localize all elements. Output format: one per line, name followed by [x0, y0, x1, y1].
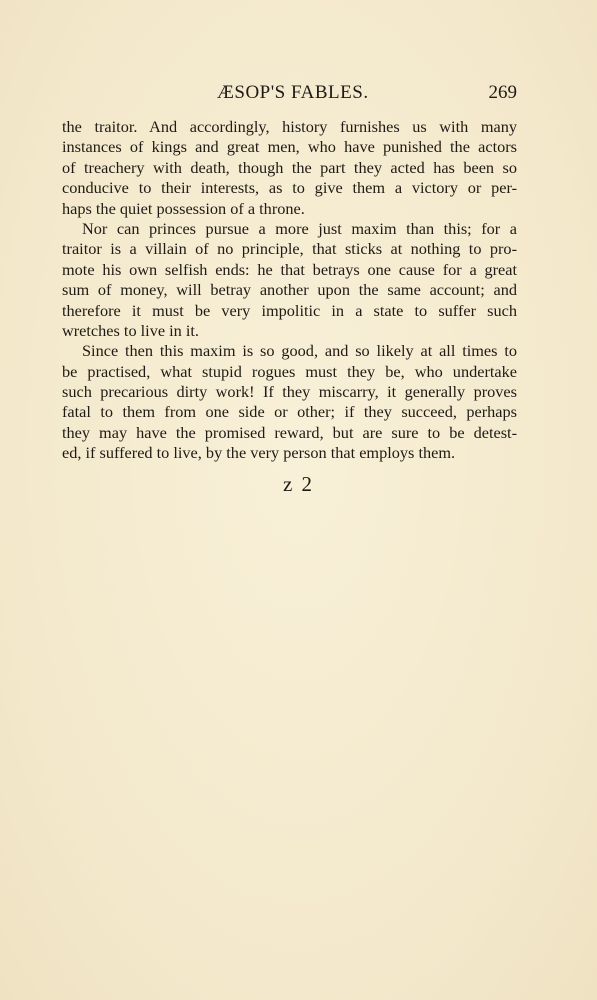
body-text [62, 117, 517, 464]
page-header [62, 82, 517, 106]
text-line: such precarious dirty work! If they miscarry, it generally proves [62, 382, 517, 402]
text-line: Since then this maxim is so good, and so likely at all times to [82, 341, 517, 361]
text-line: haps the quiet possession of a throne. [62, 198, 305, 218]
text-line: mote his own selfish ends: he that betrays one cause for a great [62, 259, 517, 279]
signature-mark: z 2 [282, 472, 315, 496]
text-line: ed, if suffered to live, by the very person that employs them. [62, 443, 456, 463]
text-line: of treachery with death, though the part they acted has been so [62, 157, 517, 177]
page-number: 269 [488, 82, 517, 103]
running-title: ÆSOP'S FABLES. [217, 82, 369, 103]
text-line: instances of kings and great men, who have punished the actors [62, 137, 517, 157]
text-line: be practised, what stupid rogues must they be, who undertake [62, 361, 517, 381]
text-line: sum of money, will betray another upon the same account; and [62, 280, 517, 300]
text-line: the traitor. And accordingly, history furnishes us with many [62, 117, 517, 136]
text-line: fatal to them from one side or other; if they succeed, perhaps [62, 402, 517, 422]
text-line: they may have the promised reward, but are sure to be detest- [62, 422, 517, 442]
text-line: Nor can princes pursue a more just maxim than this; for a [82, 218, 517, 238]
text-line: wretches to live in it. [62, 320, 199, 340]
text-line: traitor is a villain of no principle, that sticks at nothing to pro- [62, 239, 517, 259]
text-line: conducive to their interests, as to give them a victory or per- [62, 178, 517, 198]
text-line: therefore it must be very impolitic in a state to suffer such [62, 300, 517, 320]
